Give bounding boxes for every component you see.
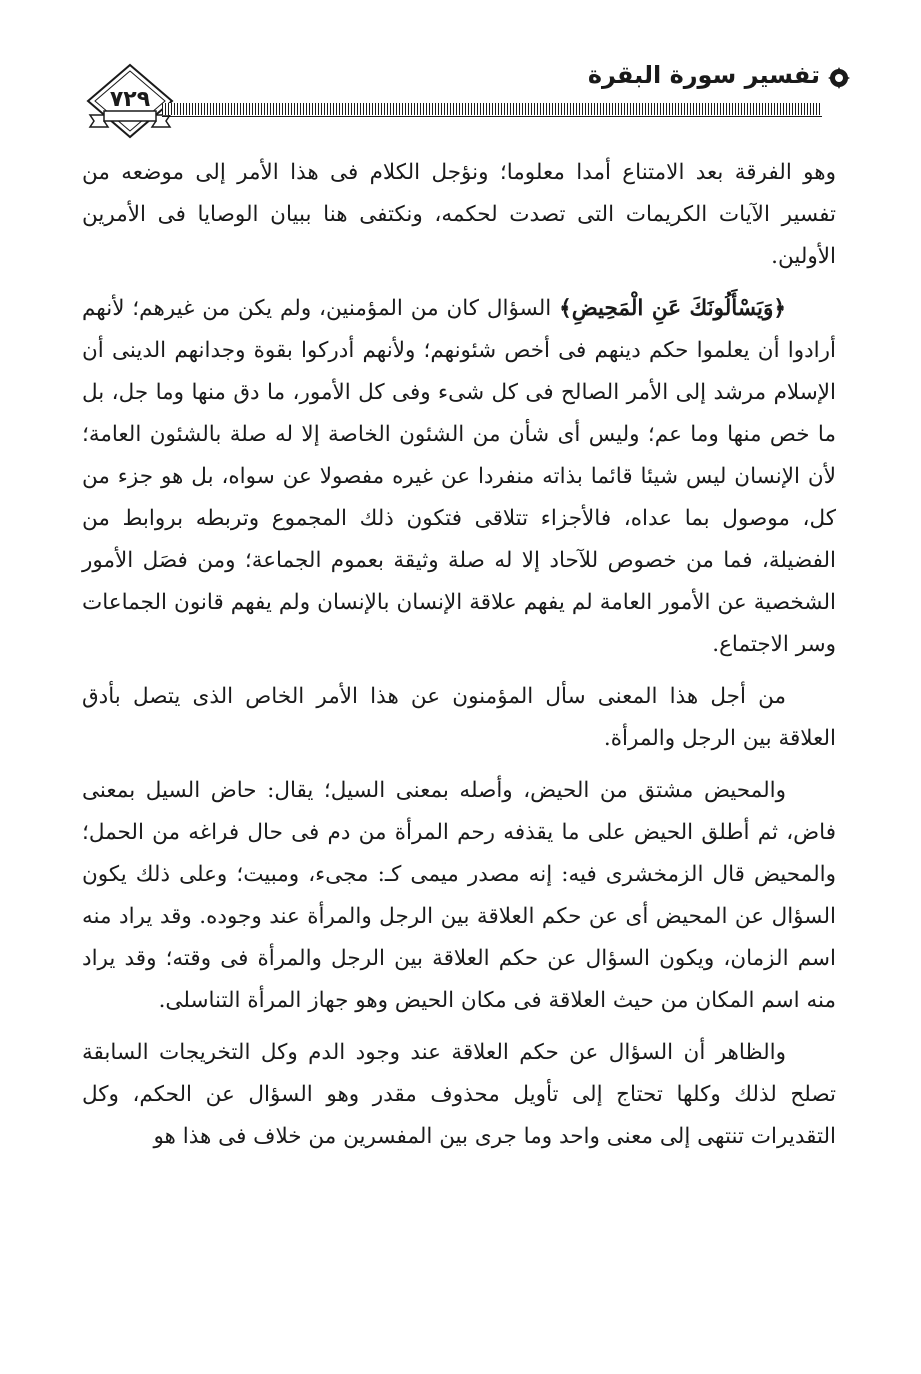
header-rule-line [162,116,822,117]
header-rule [162,103,822,115]
paragraph-text: وهو الفرقة بعد الامتناع أمدا معلوما؛ ونؤجل الكلام فى هذا الأمر إلى موضعه من تفسير الآيات الكريمات التى تصدت لحكمه، ونكتفى هنا ببيان الوصايا فى الأمرين الأولين. [82,160,836,269]
page-body [82,152,836,1168]
paragraph [82,676,836,760]
paragraph [82,770,836,1022]
quran-verse: ﴿وَيَسْأَلُونَكَ عَنِ الْمَحِيضِ﴾ [559,296,786,321]
paragraph-text: والمحيض مشتق من الحيض، وأصله بمعنى السيل؛ يقال: حاض السيل بمعنى فاض، ثم أطلق الحيض على ما يقذفه رحم المرأة من دم فى حال فراغه من الحمل؛ والمحيض قال الزمخشرى فيه: إنه مصدر ميمى كـ: مجىء، ومبيت؛ وعلى ذلك يكون السؤال عن المحيض أى عن حكم العلاقة بين الرجل والمرأة عند وجوده. وقد يراد منه اسم الزمان، ويكون السؤال عن حكم العلاقة بين الرجل والمرأة فى وقته؛ وقد يراد منه اسم المكان من حيث العلاقة فى مكان الحيض وهو جهاز المرأة التناسلى. [82,778,836,1013]
paragraph [82,152,836,278]
paragraph-text: من أجل هذا المعنى سأل المؤمنون عن هذا الأمر الخاص الذى يتصل بأدق العلاقة بين الرجل والمرأة. [82,684,836,751]
paragraph [82,288,836,666]
page-header [70,55,850,140]
ornament-icon [828,67,850,89]
header-title: تفسير سورة البقرة [587,61,820,89]
paragraph [82,1032,836,1158]
paragraph-text: والظاهر أن السؤال عن حكم العلاقة عند وجود الدم وكل التخريجات السابقة تصلح لذلك وكلها تحتاج إلى تأويل محذوف مقدر وهو السؤال عن الحكم، وكل التقديرات تنتهى إلى معنى واحد وما جرى بين المفسرين من خلاف فى هذا هو [82,1040,836,1149]
paragraph-text: السؤال كان من المؤمنين، ولم يكن من غيرهم؛ لأنهم أرادوا أن يعلموا حكم دينهم فى أخص شئونهم؛ ولأنهم أدركوا بقوة وجدانهم الدينى أن الإسلام مرشد إلى الأمر الصالح فى كل شىء وفى كل الأمور، ما دق منها وما جل، بل ما خص منها وما عم؛ وليس أى شأن من الشئون الخاصة إلا له صلة بالشئون العامة؛ لأن الإنسان ليس شيئا قائما بذاته منفردا عن غيره مفصولا عن سواه، بل هو جزء من كل، موصول بما عداه، فالأجزاء تتلاقى فتكون ذلك المجموع وتربطه بروابط من الفضيلة، فما من خصوص للآحاد إلا له صلة وثيقة بعموم الجماعة؛ ومن فصَل الأمور الشخصية عن الأمور العامة لم يفهم علاقة الإنسان بالإنسان ولم يفهم قانون الجماعات وسر الاجتماع. [82,296,836,657]
page-number: ٧٢٩ [109,87,151,112]
